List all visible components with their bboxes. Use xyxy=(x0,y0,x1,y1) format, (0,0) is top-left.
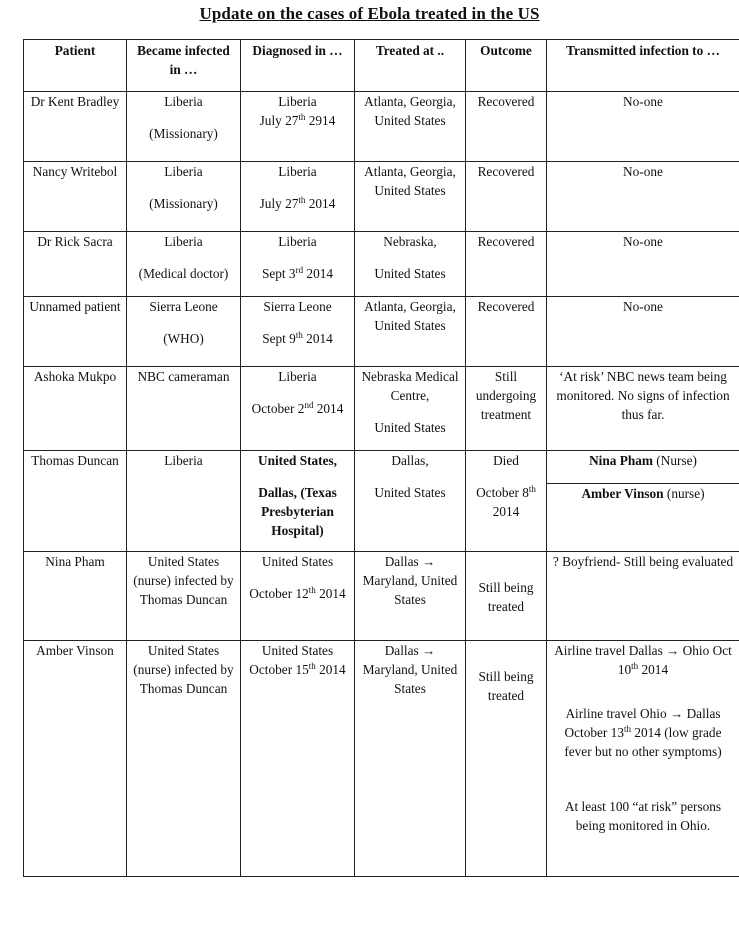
cell-patient: Nina Pham xyxy=(24,552,127,641)
table-row xyxy=(24,232,739,297)
transmitted-a xyxy=(547,451,739,484)
transmitted-b-role: (nurse) xyxy=(663,486,705,501)
table-row xyxy=(24,92,739,162)
diag-year: 2014 xyxy=(313,401,344,416)
cell-outcome: Recovered xyxy=(466,162,547,232)
infected-note: (WHO) xyxy=(163,331,204,346)
cell-treated-at: Atlanta, Georgia, United States xyxy=(355,92,466,162)
transmitted-p1-suffix: th xyxy=(631,661,639,671)
diag-place: Sierra Leone xyxy=(263,299,332,314)
diag-place: Liberia xyxy=(278,94,317,109)
transmitted-b-name: Amber Vinson xyxy=(581,486,664,501)
transmitted-p1: Airline travel Dallas → Ohio Oct 10 xyxy=(554,643,732,677)
diag-date-suffix: th xyxy=(295,330,303,340)
diag-place: United States xyxy=(261,643,334,658)
diag-date-suffix: nd xyxy=(304,400,314,410)
cell-transmitted: ‘At risk’ NBC news team being monitored. No signs of infection thus far. xyxy=(547,367,739,451)
diag-date: October 12 xyxy=(249,586,309,601)
cell-diagnosed-in xyxy=(241,232,355,297)
cell-infected-in xyxy=(127,162,241,232)
cell-diagnosed-in xyxy=(241,162,355,232)
cell-transmitted: No-one xyxy=(547,162,739,232)
diag-date: July 27 xyxy=(259,196,299,211)
cell-diagnosed-in xyxy=(241,552,355,641)
cell-transmitted xyxy=(547,641,739,877)
diag-place: Liberia xyxy=(278,369,317,384)
diag-line2: Dallas, (Texas Presbyterian Hospital) xyxy=(258,485,337,538)
infected-place: Liberia xyxy=(164,94,203,109)
cell-infected-in: NBC cameraman xyxy=(127,367,241,451)
diag-date: October 15 xyxy=(249,662,309,677)
transmitted-b xyxy=(547,484,739,503)
diag-date-suffix: th xyxy=(308,585,316,595)
outcome-text: Still being treated xyxy=(478,580,534,614)
cell-transmitted: No-one xyxy=(547,232,739,297)
cell-diagnosed-in xyxy=(241,297,355,367)
cell-treated-at xyxy=(355,367,466,451)
table-row xyxy=(24,451,739,552)
cell-diagnosed-in xyxy=(241,367,355,451)
table-row xyxy=(24,641,739,877)
outcome-text: Still being treated xyxy=(478,669,534,703)
cell-infected-in xyxy=(127,232,241,297)
transmitted-p2: Airline travel Ohio → Dallas October 13 xyxy=(564,706,721,740)
cell-infected-in: Liberia xyxy=(127,451,241,552)
table-row xyxy=(24,162,739,232)
cell-treated-at: Atlanta, Georgia, United States xyxy=(355,297,466,367)
cell-outcome xyxy=(466,552,547,641)
cell-transmitted: ? Boyfriend- Still being evaluated xyxy=(547,552,739,641)
cell-outcome xyxy=(466,451,547,552)
header-row xyxy=(24,40,739,92)
diag-place: United States xyxy=(261,554,334,569)
treated-line1: Dallas, xyxy=(391,453,429,468)
diag-date-suffix: th xyxy=(298,112,306,122)
cell-treated-at: Dallas → Maryland, United States xyxy=(355,641,466,877)
transmitted-a-role: (Nurse) xyxy=(652,453,697,468)
infected-place: Liberia xyxy=(164,164,203,179)
cell-infected-in: United States (nurse) infected by Thomas Duncan xyxy=(127,641,241,877)
infected-place: Sierra Leone xyxy=(149,299,218,314)
diag-date-suffix: rd xyxy=(295,265,304,275)
cell-infected-in: United States (nurse) infected by Thomas Duncan xyxy=(127,552,241,641)
transmitted-p2-suffix: th xyxy=(623,724,631,734)
cell-transmitted: No-one xyxy=(547,92,739,162)
header-outcome: Outcome xyxy=(466,40,547,92)
infected-note: (Missionary) xyxy=(149,196,218,211)
diag-year: 2914 xyxy=(305,113,336,128)
treated-line1: Nebraska, xyxy=(383,234,437,249)
outcome-date: October 8 xyxy=(476,485,529,500)
cell-outcome xyxy=(466,641,547,877)
cell-patient: Ashoka Mukpo xyxy=(24,367,127,451)
page-title: Update on the cases of Ebola treated in the US xyxy=(199,4,540,23)
transmitted-p2-rest: 2014 (low grade fever but no other symptoms) xyxy=(564,725,722,759)
cell-transmitted: No-one xyxy=(547,297,739,367)
header-patient: Patient xyxy=(24,40,127,92)
table-row xyxy=(24,367,739,451)
diag-date: Sept 9 xyxy=(262,331,296,346)
header-transmitted: Transmitted infection to … xyxy=(547,40,739,92)
ebola-cases-table xyxy=(23,39,739,877)
cell-patient: Thomas Duncan xyxy=(24,451,127,552)
cell-patient: Amber Vinson xyxy=(24,641,127,877)
diag-date: July 27 xyxy=(259,113,299,128)
cell-treated-at: Dallas → Maryland, United States xyxy=(355,552,466,641)
cell-transmitted xyxy=(547,451,739,552)
outcome-date-suffix: th xyxy=(528,484,536,494)
cell-patient: Dr Rick Sacra xyxy=(24,232,127,297)
treated-line2: United States xyxy=(374,266,446,281)
header-infected-in: Became infected in … xyxy=(127,40,241,92)
diag-place: Liberia xyxy=(278,164,317,179)
cell-patient: Dr Kent Bradley xyxy=(24,92,127,162)
treated-line2: United States xyxy=(374,485,446,500)
header-diagnosed-in: Diagnosed in … xyxy=(241,40,355,92)
diag-year: 2014 xyxy=(303,266,334,281)
cell-infected-in xyxy=(127,297,241,367)
diag-date: Sept 3 xyxy=(261,266,296,281)
diag-year: 2014 xyxy=(305,196,336,211)
transmitted-a-name: Nina Pham xyxy=(589,453,653,468)
transmitted-p3: At least 100 “at risk” persons being monitored in Ohio. xyxy=(564,799,722,833)
table-row xyxy=(24,552,739,641)
cell-outcome: Recovered xyxy=(466,297,547,367)
cell-infected-in xyxy=(127,92,241,162)
diag-year: 2014 xyxy=(302,331,333,346)
outcome-year: 2014 xyxy=(492,504,520,519)
cell-treated-at xyxy=(355,451,466,552)
treated-line1: Nebraska Medical Centre, xyxy=(361,369,459,403)
header-treated-at: Treated at .. xyxy=(355,40,466,92)
cell-treated-at: Atlanta, Georgia, United States xyxy=(355,162,466,232)
cell-patient: Nancy Writebol xyxy=(24,162,127,232)
cell-diagnosed-in xyxy=(241,451,355,552)
diag-date: October 2 xyxy=(251,401,305,416)
diag-year: 2014 xyxy=(315,662,346,677)
diag-place: Liberia xyxy=(278,234,317,249)
infected-note: (Medical doctor) xyxy=(138,266,229,281)
cell-diagnosed-in xyxy=(241,641,355,877)
infected-note: (Missionary) xyxy=(149,126,218,141)
table-row xyxy=(24,297,739,367)
transmitted-p1-year: 2014 xyxy=(638,662,669,677)
cell-outcome: Recovered xyxy=(466,92,547,162)
cell-diagnosed-in xyxy=(241,92,355,162)
diag-year: 2014 xyxy=(315,586,346,601)
outcome-line1: Died xyxy=(493,453,519,468)
infected-place: Liberia xyxy=(164,234,203,249)
cell-outcome: Recovered xyxy=(466,232,547,297)
cell-treated-at xyxy=(355,232,466,297)
diag-date-suffix: th xyxy=(308,661,316,671)
treated-line2: United States xyxy=(374,420,446,435)
diag-date-suffix: th xyxy=(298,195,306,205)
cell-outcome: Still undergoing treatment xyxy=(466,367,547,451)
cell-patient: Unnamed patient xyxy=(24,297,127,367)
diag-line1: United States, xyxy=(257,453,338,468)
